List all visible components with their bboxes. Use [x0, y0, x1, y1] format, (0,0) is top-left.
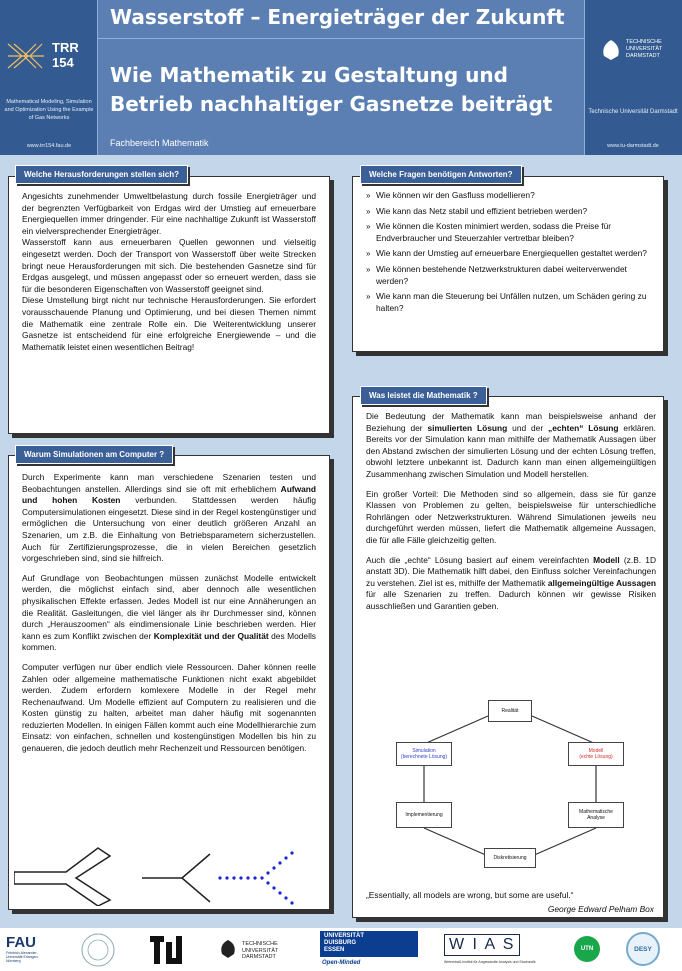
questions-text	[366, 190, 656, 318]
ude-logo	[320, 931, 418, 957]
simulation-paragraph	[22, 573, 316, 654]
list-item: » Wie können bestehende Netzwerkstrukturen dabei weiterverwendet werden?	[366, 264, 656, 287]
tud-footer-text: TECHNISCHE UNIVERSITÄT DARMSTADT	[242, 941, 279, 960]
text-span: Auf Grundlage von Beobachtungen müssen zunächst Modelle entwickelt werden, die möglichst einfach sind, aber dennoch alle wesentlichen physikalischen Effekte erfassen. Jedes Modell ist nur eine Annäherungen an die Realität. Gasleitungen, die viel länger als ihr Durchmesser sind, können durch „Herauszoomen“ als eindimensionale Linie beschrieben werden. Hier kann es zum Konflikt zwischen der	[22, 572, 316, 641]
challenges-paragraph: Angesichts zunehmender Umweltbelastung durch fossile Energieträger und der begrenzten Verfügbarkeit von Erdgas wird der Umstieg auf erneuerbare Energiequellen immer dringender. Für eine nachhaltige Zukunft ist Wasserstoff ein vielversprechender Energieträger.	[22, 191, 316, 236]
list-item: » Wie können wir den Gasfluss modellieren?	[366, 190, 656, 202]
bold-text: simulierten Lösung	[427, 422, 508, 433]
utn-logo: UTN	[574, 936, 600, 962]
pipe-1d-icon	[142, 854, 210, 902]
questions-list	[366, 190, 656, 314]
box-quote: „Essentially, all models are wrong, but some are useful.“	[366, 890, 574, 900]
math-heading: Was leistet die Mathematik ?	[360, 386, 487, 405]
diagram-node-simulation: Simulation (berechnete Lösung)	[396, 742, 452, 766]
poster-header	[0, 0, 682, 155]
university-seal-icon	[80, 932, 116, 968]
diagram-node-diskretisierung: Diskretisierung	[484, 848, 536, 868]
math-paragraph	[366, 555, 656, 613]
diagram-node-analyse: Mathematische Analyse	[568, 802, 624, 828]
challenges-text	[22, 191, 316, 353]
tud-logo-text: TECHNISCHE UNIVERSITÄT DARMSTADT	[626, 39, 663, 59]
text-span: erklären. Bereits vor der Simulation kann man mithilfe der Mathematik Aussagen über den Abstand zwischen der simulierten Lösung und der echten Lösung treffen, obwohl letztere unbekannt ist. Dadurch kann man einen allgemeingültigen Zusammenhang zwischen Simulation und Modell herstellen.	[366, 422, 657, 479]
trr154-description: Mathematical Modeling, Simulation and Optimization Using the Example of Gas Networks	[4, 99, 94, 121]
text-span: Die Bedeutung der Mathematik kann man beispielsweise anhand der Beziehung der	[366, 411, 656, 433]
challenges-paragraph: Diese Umstellung birgt nicht nur technische Herausforderungen. Sie erfordert vorausschauende Planung und Optimierung, und bei diesen Themen nimmt die Mathematik eine zentrale Rolle ein. Die Weiterentwicklung unserer Gasnetze ist entscheidend für eine erfolgreiche Energiewende – und die Mathematik leistet einen wesentlichen Beitrag!	[22, 295, 316, 352]
diagram-connectors	[394, 700, 626, 870]
poster-subtitle-line2: Betrieb nachhaltiger Gasnetze beiträgt	[110, 92, 553, 116]
ude-logo-line: ESSEN	[324, 947, 345, 953]
text-span: Auch die „echte“ Lösung basiert auf einem vereinfachten	[366, 554, 594, 565]
tu-darmstadt-logo	[600, 36, 675, 64]
questions-heading: Welche Fragen benötigen Antworten?	[360, 165, 522, 184]
simulation-paragraph: Computer verfügen nur über endlich viele Ressourcen. Daher können reelle Zahlen oder allgemeine mathematische Funktionen nicht exakt abgebildet werden. Zudem erfordern komlexere Modelle in der Regel mehr Rechenaufwand. Um Modelle effizient auf Computern zu realisieren und die Kosten günstig zu halten, arbeitet man daher häufig mit sogenannten reduzierten Modellen. In einigen Fällen kommt auch eine Modellhierarchie zum Einsatz: von einfachen, schnellen und kostengünstigen Modellen bis hin zu genaueren, die jedoch deutlich mehr Rechenzeit und Ressourcen benötigen.	[22, 661, 316, 754]
pipe-discretized-icon	[218, 851, 293, 904]
pipe-models-illustration	[14, 846, 324, 906]
text-span: (z.B. 1D anstatt 3D). Die Mathematik hilft dabei, den Einfluss solcher Vereinfachungen zu verstehen. Ziel ist es, mithilfe der Mathematik	[366, 554, 656, 588]
trr154-logo	[6, 38, 92, 74]
math-text	[366, 411, 656, 613]
fau-logo-subtext: Friedrich-Alexander-Universität Erlangen-Nürnberg	[6, 951, 39, 963]
poster-title: Wasserstoff – Energieträger der Zukunft	[110, 5, 565, 29]
diagram-node-modell: Modell (echte Lösung)	[568, 742, 624, 766]
bold-text: Modell	[593, 554, 620, 565]
challenges-heading: Welche Herausforderungen stellen sich?	[15, 165, 188, 184]
header-title-area	[98, 0, 584, 155]
ude-logo-line: UNIVERSITÄT	[324, 933, 365, 939]
bold-text: Komplexität und der Qualität	[153, 630, 269, 641]
text-span: verbunden. Stattdessen werden häufig Computersimulationen eingesetzt. Diese sind in der Regel kostengünstiger und ermöglichen die Untersuchung von einer deutlich größeren Anzahl an Szenarien, um z.B. die Einhaltung von Betriebsparametern sicherzustellen. Auch für Zertifizierungsprozesse, die in vielen Bereichen gesetzlich vorgeschrieben sind, sind sie hilfreich.	[22, 495, 317, 564]
text-span: für alle Szenarien zu treffen. Dadurch können wir gewisse Risiken ausschließen und Garantien geben.	[366, 589, 656, 611]
diagram-node-realitaet: Realität	[488, 700, 532, 722]
challenges-paragraph: Wasserstoff kann aus erneuerbaren Quellen gewonnen und vielseitig eingesetzt werden. Doch der Transport von Wasserstoff über weite Strecken bringt neue Herausforderungen mit sich. Die bestehenden Gasnetze sind für Erdgas ausgelegt, und müssen angepasst oder so erneuert werden, dass sie für die besonderen Eigenschaften von Wasserstoff geeignet sind.	[22, 237, 316, 294]
header-left-panel	[0, 0, 98, 155]
pipe-3d-icon	[14, 848, 110, 906]
simulation-text	[22, 472, 316, 755]
header-divider	[98, 38, 584, 39]
tud-eagle-icon	[600, 38, 622, 62]
list-item: » Wie kann das Netz stabil und effizient betrieben werden?	[366, 206, 656, 218]
trr154-url[interactable]: www.trr154.fau.de	[26, 143, 72, 149]
list-item: » Wie kann der Umstieg auf erneuerbare Energiequellen gestaltet werden?	[366, 248, 656, 260]
sponsor-footer	[0, 928, 682, 971]
math-paragraph: Ein großer Vorteil: Die Methoden sind so allgemein, dass sie für ganze Klassen von Problemen zu gelten, beispielsweise für unterschiedliche Rohrlängen oder Netzwerkstrukturen. Während Simulationen jeweils neu durchgeführt werden müssen, liefert die Mathematik allgemeine Aussagen, die für alle Fälle gleichzeitig gelten.	[366, 488, 656, 545]
math-paragraph	[366, 411, 656, 481]
text-span: Durch Experimente kann man verschiedene Szenarien testen und Beobachtungen anstellen. Allerdings sind sie oft mit erheblichem	[22, 472, 316, 494]
wias-logo: W I A S	[444, 934, 520, 956]
poster-subtitle-line1: Wie Mathematik zu Gestaltung und	[110, 63, 508, 87]
header-right-panel	[584, 0, 682, 155]
fau-logo-text: FAU	[6, 934, 36, 951]
text-span: und der	[507, 422, 549, 433]
text-span: des Modells kommen.	[22, 630, 316, 653]
bold-text: Aufwand und hohen Kosten	[22, 483, 316, 506]
desy-logo: DESY	[626, 932, 660, 966]
model-cycle-diagram	[394, 700, 626, 870]
fau-logo	[6, 934, 50, 963]
trr154-logo-text: TRR 154	[52, 40, 79, 70]
tud-footer-eagle-icon	[218, 938, 238, 960]
simulation-heading: Warum Simulationen am Computer ?	[15, 445, 173, 464]
diagram-node-implementierung: Implementierung	[396, 802, 452, 828]
ude-tagline: Open-Minded	[322, 960, 361, 966]
list-item: » Wie können die Kosten minimiert werden, sodass die Preise für Endverbraucher und Steuerzahler vertretbar bleiben?	[366, 221, 656, 244]
tum-logo-icon	[148, 934, 188, 966]
quote-author: George Edward Pelham Box	[547, 904, 654, 914]
bold-text: allgemeingültige Aussagen	[547, 577, 657, 588]
tud-description: Technische Universität Darmstadt	[588, 109, 678, 115]
bold-text: „echten“ Lösung	[548, 422, 619, 433]
tud-url[interactable]: www.tu-darmstadt.de	[607, 143, 659, 149]
simulation-paragraph	[22, 472, 316, 565]
wias-subtext: Weierstraß-Institut für Angewandte Analysis und Stochastik	[444, 960, 536, 964]
department-label: Fachbereich Mathematik	[110, 138, 209, 148]
list-item: » Wie kann man die Steuerung bei Unfällen nutzen, um Schäden gering zu halten?	[366, 291, 656, 314]
ude-logo-line: DUISBURG	[324, 940, 357, 946]
